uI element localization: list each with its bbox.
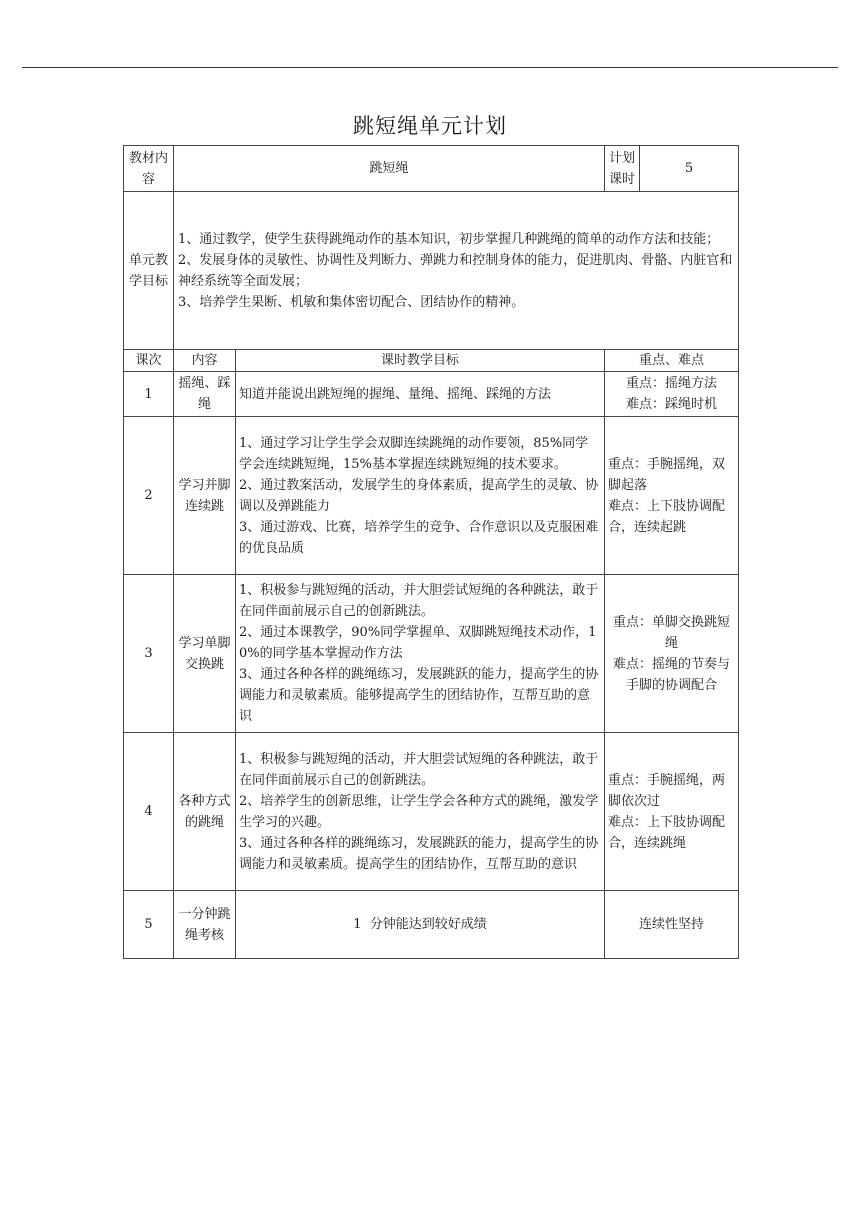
lesson-content: 学习并脚连续跳 xyxy=(174,417,236,575)
objective-item: 2、通过教案活动，发展学生的身体素质，提高学生的灵敏、协调以及弹跳能力 xyxy=(239,477,599,514)
lesson-row xyxy=(124,891,739,959)
key-point-item: 难点：上下肢协调配合，连续跳绳 xyxy=(608,814,726,851)
lesson-key-points xyxy=(605,891,739,959)
lesson-row xyxy=(124,417,739,575)
unit-goals-label: 单元教学目标 xyxy=(124,192,174,350)
lesson-number: 3 xyxy=(124,575,174,733)
key-point-item: 难点：踩绳时机 xyxy=(626,397,718,412)
lesson-row xyxy=(124,372,739,417)
objective-item: 1、积极参与跳短绳的活动，并大胆尝试短绳的各种跳法，敢于在同伴面前展示自己的创新跳法。 xyxy=(239,583,599,619)
lesson-content: 各种方式的跳绳 xyxy=(174,733,236,891)
key-point-item: 难点：上下肢协调配合，连续起跳 xyxy=(608,498,726,535)
unit-goals-content xyxy=(174,192,739,350)
objective-item: 1、积极参与跳短绳的活动，并大胆尝试短绳的各种跳法，敢于在同伴面前展示自己的创新跳法。 xyxy=(239,751,599,788)
objective-item: 1、通过学习让学生学会双脚连续跳绳的动作要领，85%同学学会连续跳短绳，15%基本掌握连续跳短绳的技术要求。 xyxy=(239,435,589,472)
objective-item: 2、通过本课教学，90%同学掌握单、双脚跳短绳技术动作，10%的同学基本掌握动作方法 xyxy=(239,625,597,661)
material-value: 跳短绳 xyxy=(174,146,605,192)
lesson-key-points xyxy=(605,733,739,891)
key-point-item: 重点：手腕摇绳，两脚依次过 xyxy=(608,772,726,809)
document-title: 跳短绳单元计划 xyxy=(353,114,507,138)
key-point-item: 重点：单脚交换跳短绳 xyxy=(613,614,731,651)
header-rule xyxy=(22,67,838,68)
material-label: 教材内容 xyxy=(124,146,174,192)
lesson-objectives xyxy=(236,417,605,575)
objective-item: 3、通过游戏、比赛，培养学生的竞争、合作意识以及克服困难的优良品质 xyxy=(239,519,599,556)
lesson-objectives xyxy=(236,575,605,733)
unit-plan-table xyxy=(123,145,739,959)
lesson-number: 5 xyxy=(124,891,174,959)
key-point-item: 重点：手腕摇绳，双脚起落 xyxy=(608,456,726,493)
hours-value: 5 xyxy=(640,146,739,192)
unit-goals-row xyxy=(124,192,739,350)
lesson-row xyxy=(124,733,739,891)
key-point-item: 难点：摇绳的节奏与手脚的协调配合 xyxy=(613,656,731,693)
lesson-key-points xyxy=(605,372,739,417)
lesson-content: 一分钟跳绳考核 xyxy=(174,891,236,959)
lesson-number: 1 xyxy=(124,372,174,417)
lesson-key-points xyxy=(605,575,739,733)
col-header-content: 内容 xyxy=(174,350,236,372)
lesson-objectives xyxy=(236,891,605,959)
lesson-content: 学习单脚交换跳 xyxy=(174,575,236,733)
lesson-objectives xyxy=(236,372,605,417)
unit-goal-item: 1、通过教学，使学生获得跳绳动作的基本知识，初步掌握几种跳绳的简单的动作方法和技能； xyxy=(178,231,720,247)
lesson-objectives xyxy=(236,733,605,891)
key-point-item: 重点：摇绳方法 xyxy=(626,376,718,391)
lesson-number: 4 xyxy=(124,733,174,891)
lesson-number: 2 xyxy=(124,417,174,575)
unit-goal-item: 3、培养学生果断、机敏和集体密切配合、团结协作的精神。 xyxy=(178,294,525,310)
lesson-row xyxy=(124,575,739,733)
lesson-content: 摇绳、踩绳 xyxy=(174,372,236,417)
lesson-key-points xyxy=(605,417,739,575)
hours-label: 计划课时 xyxy=(605,146,640,192)
col-header-lesson: 课次 xyxy=(124,350,174,372)
objective-item: 1 分钟能达到较好成绩 xyxy=(353,917,487,932)
objective-item: 3、通过各种各样的跳绳练习，发展跳跃的能力，提高学生的协调能力和灵敏素质。能够提高学生的团结协作，互帮互助的意识 xyxy=(239,667,599,724)
objective-item: 知道并能说出跳短绳的握绳、量绳、摇绳、踩绳的方法 xyxy=(239,386,552,402)
column-header-row xyxy=(124,350,739,372)
unit-goal-item: 2、发展身体的灵敏性、协调性及判断力、弹跳力和控制身体的能力，促进肌肉、骨骼、内脏官和神经系统等全面发展； xyxy=(178,252,733,289)
col-header-key-points: 重点、难点 xyxy=(605,350,739,372)
col-header-objectives: 课时教学目标 xyxy=(236,350,605,372)
header-row xyxy=(124,146,739,192)
objective-item: 3、通过各种各样的跳绳练习，发展跳跃的能力，提高学生的协调能力和灵敏素质。提高学生的团结协作，互帮互助的意识 xyxy=(239,835,599,872)
objective-item: 2、培养学生的创新思维，让学生学会各种方式的跳绳，激发学生学习的兴趣。 xyxy=(239,793,599,830)
key-point-item: 连续性坚持 xyxy=(639,917,705,932)
